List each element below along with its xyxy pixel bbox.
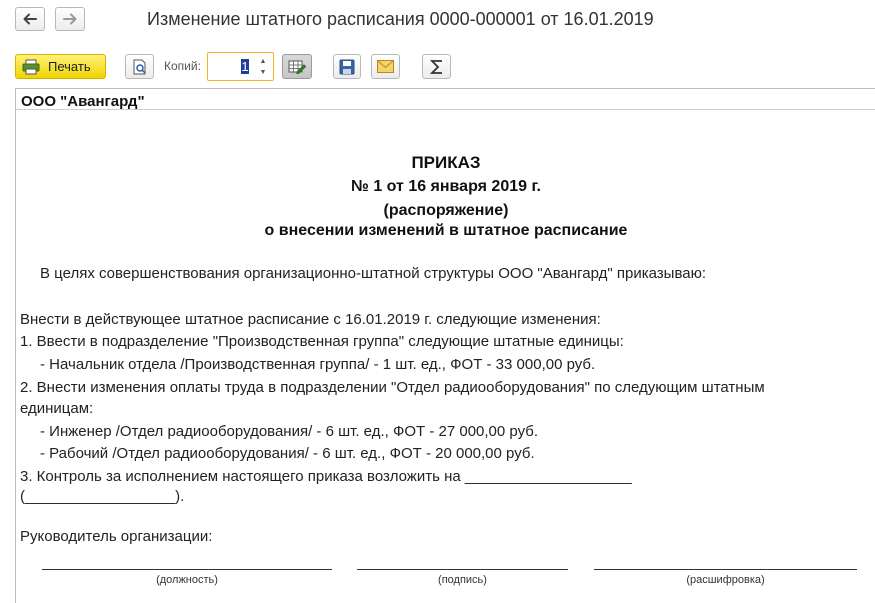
signature-line [357, 569, 568, 570]
back-button[interactable] [15, 7, 45, 31]
signature-label: Руководитель организации: [20, 528, 213, 545]
item-2-line-2: единицам: [20, 400, 94, 417]
item-2-sub-1: - Инженер /Отдел радиооборудования/ - 6 шт. ед., ФОТ - 27 000,00 руб. [40, 423, 539, 440]
copies-input[interactable] [207, 52, 274, 81]
edit-toggle-button[interactable] [282, 54, 312, 79]
decrement-icon[interactable]: ▼ [259, 69, 267, 76]
organization-name: ООО "Авангард" [21, 93, 145, 110]
item-3-line-2: (__________________). [20, 488, 185, 505]
intro-paragraph: В целях совершенствования организационно-штатной структуры ООО "Авангард" приказываю: [40, 265, 707, 282]
save-button[interactable] [333, 54, 361, 79]
increment-icon[interactable]: ▲ [259, 58, 267, 65]
decoding-line [594, 569, 857, 570]
signature-caption: (подпись) [438, 574, 487, 586]
order-title: ПРИКАЗ [411, 153, 481, 172]
item-1-sub-1: - Начальник отдела /Производственная группа/ - 1 шт. ед., ФОТ - 33 000,00 руб. [40, 356, 596, 373]
preview-button[interactable] [125, 54, 154, 79]
send-email-button[interactable] [371, 54, 400, 79]
save-icon [339, 59, 355, 75]
arrow-left-icon [23, 13, 37, 25]
copies-value: 1 [241, 59, 249, 74]
arrow-right-icon [63, 13, 77, 25]
sum-button[interactable] [422, 54, 451, 79]
item-1: 1. Ввести в подразделение "Производственная группа" следующие штатные единицы: [20, 333, 624, 350]
envelope-icon [377, 60, 394, 73]
order-number: № 1 от 16 января 2019 г. [351, 178, 541, 195]
body-lead: Внести в действующее штатное расписание с 16.01.2019 г. следующие изменения: [20, 311, 601, 328]
preview-icon [132, 59, 148, 75]
order-subtitle: (распоряжение) [383, 202, 509, 219]
header-divider [16, 109, 875, 110]
item-2-sub-2: - Рабочий /Отдел радиооборудования/ - 6 шт. ед., ФОТ - 20 000,00 руб. [40, 445, 535, 462]
order-subject: о внесении изменений в штатное расписание [264, 222, 628, 239]
printer-icon [22, 59, 40, 75]
document-area [15, 88, 875, 603]
window-title: Изменение штатного расписания 0000-000001 от 16.01.2019 [147, 9, 654, 29]
item-3-line-1: 3. Контроль за исполнением настоящего приказа возложить на ____________________ [20, 468, 632, 485]
sigma-icon [430, 59, 444, 75]
table-edit-icon [288, 59, 306, 75]
item-2-line-1: 2. Внести изменения оплаты труда в подразделении "Отдел радиооборудования" по следующим штатным [20, 379, 765, 396]
position-caption: (должность) [156, 574, 218, 586]
print-button[interactable] [15, 54, 106, 79]
print-button-label: Печать [48, 59, 91, 74]
copies-label: Копий: [164, 59, 201, 73]
forward-button[interactable] [55, 7, 85, 31]
decoding-caption: (расшифровка) [686, 574, 765, 586]
position-line [42, 569, 332, 570]
